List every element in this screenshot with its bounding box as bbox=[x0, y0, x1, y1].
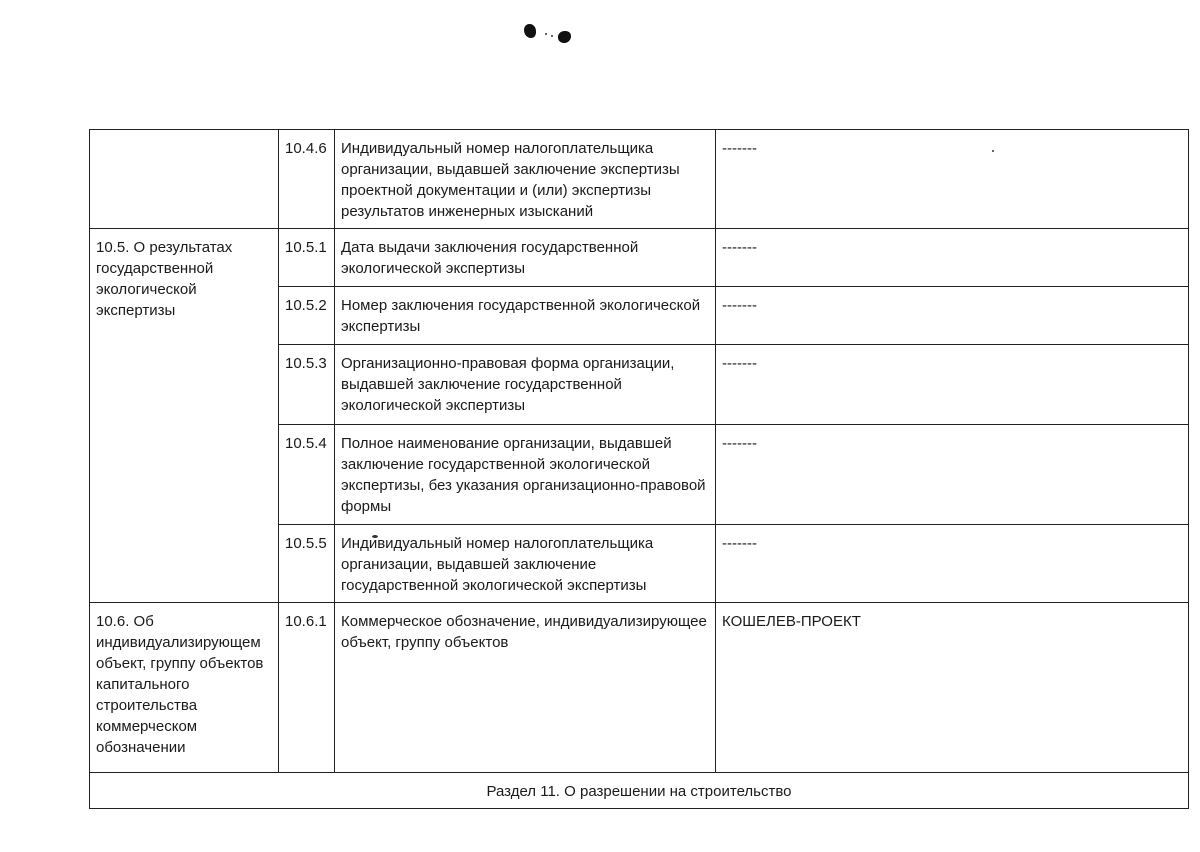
section-cell: 10.5. О результатах государственной экологической экспертизы bbox=[90, 229, 279, 603]
item-name: Номер заключения государственной экологической экспертизы bbox=[335, 287, 716, 345]
scan-blot bbox=[558, 31, 571, 43]
item-name: Организационно-правовая форма организации, выдавшей заключение государственной экологической экспертизы bbox=[335, 345, 716, 425]
item-code: 10.6.1 bbox=[279, 603, 335, 773]
next-section-title: Раздел 11. О разрешении на строительство bbox=[90, 773, 1189, 809]
item-name: Полное наименование организации, выдавшей заключение государственной экологической экспертизы, без указания организационно-правовой формы bbox=[335, 425, 716, 525]
item-name: Индивидуальный номер налогоплательщика организации, выдавшей заключение экспертизы проектной документации и (или) экспертизы результатов инженерных изысканий bbox=[335, 130, 716, 229]
table-row bbox=[90, 130, 1189, 229]
item-value: ------- bbox=[716, 229, 1189, 287]
item-name: Дата выдачи заключения государственной экологической экспертизы bbox=[335, 229, 716, 287]
registry-table bbox=[89, 129, 1189, 809]
section-cell bbox=[90, 130, 279, 229]
item-code: 10.5.3 bbox=[279, 345, 335, 425]
scan-blot bbox=[524, 24, 536, 38]
item-value: ------- bbox=[716, 130, 1189, 229]
item-name: Индивидуальный номер налогоплательщика организации, выдавшей заключение государственной экологической экспертизы bbox=[335, 525, 716, 603]
item-value: ------- bbox=[716, 287, 1189, 345]
item-code: 10.5.1 bbox=[279, 229, 335, 287]
scan-speck bbox=[551, 35, 553, 37]
item-code: 10.5.2 bbox=[279, 287, 335, 345]
scan-speck bbox=[545, 33, 547, 35]
item-code: 10.4.6 bbox=[279, 130, 335, 229]
item-value: ------- bbox=[716, 525, 1189, 603]
item-name: Коммерческое обозначение, индивидуализирующее объект, группу объектов bbox=[335, 603, 716, 773]
item-value: ------- bbox=[716, 345, 1189, 425]
item-value: ------- bbox=[716, 425, 1189, 525]
item-value: КОШЕЛЕВ-ПРОЕКТ bbox=[716, 603, 1189, 773]
table-row bbox=[90, 603, 1189, 773]
section-cell: 10.6. Об индивидуализирующем объект, группу объектов капитального строительства коммерческом обозначении bbox=[90, 603, 279, 773]
item-code: 10.5.5 bbox=[279, 525, 335, 603]
table-row bbox=[90, 773, 1189, 809]
table-row bbox=[90, 229, 1189, 287]
item-code: 10.5.4 bbox=[279, 425, 335, 525]
